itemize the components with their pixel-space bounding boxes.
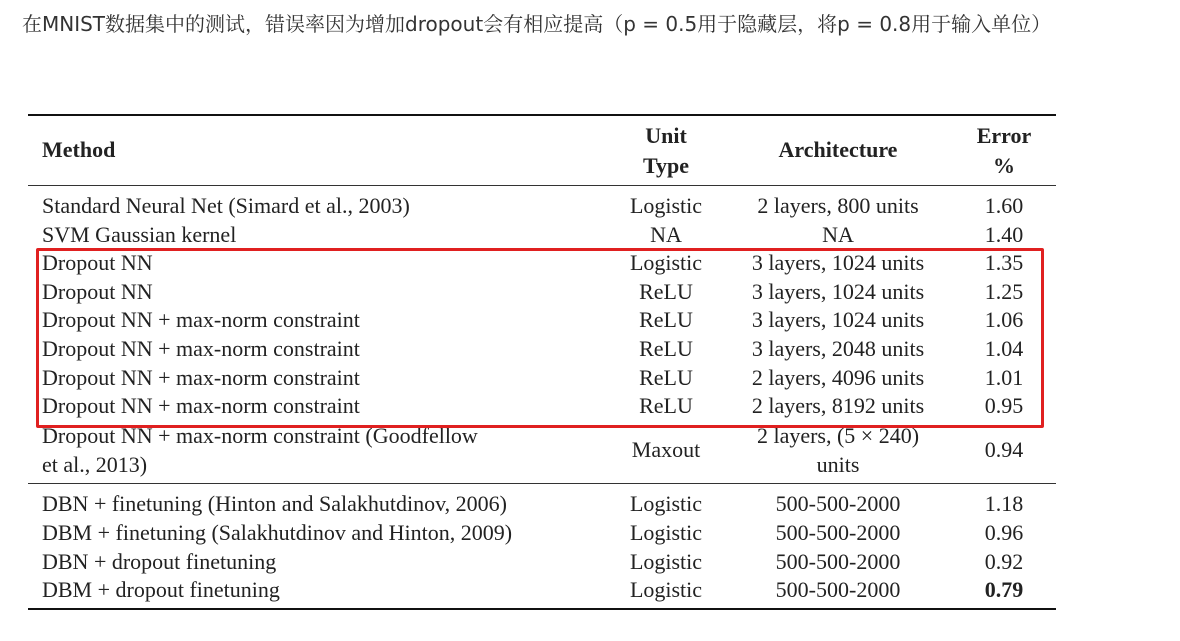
group1-row-6-method: Dropout NN + max-norm constraint — [42, 336, 360, 361]
group-separator-rule — [28, 483, 1056, 484]
group2-row-2-method: DBM + finetuning (Salakhutdinov and Hinton, 2009) — [42, 519, 513, 545]
group2-row-2-error: 0.96 — [984, 519, 1024, 545]
group1-row-4-error: 1.25 — [984, 278, 1024, 304]
group2-row-1-method: DBN + finetuning (Hinton and Salakhutdinov, 2006) — [42, 491, 507, 516]
group1-row-3-unit: Logistic — [629, 250, 703, 276]
group2-row-4-arch: 500-500-2000 — [775, 577, 901, 603]
group2-row-4-error: 0.79 — [984, 577, 1024, 603]
group1-row-2-error: 1.40 — [984, 221, 1024, 247]
group2-row-1-error: 1.18 — [984, 491, 1024, 516]
group1-row-1-unit: Logistic — [629, 193, 703, 218]
table-top-rule — [28, 114, 1056, 116]
group2-row-2-unit: Logistic — [629, 519, 703, 545]
group1-row-6-arch: 3 layers, 2048 units — [751, 336, 925, 361]
group1-row-8-unit: ReLU — [639, 393, 693, 419]
group1-row-3-method: Dropout NN — [42, 250, 153, 276]
caption-text: 在MNIST数据集中的测试，错误率因为增加dropout会有相应提高（p = 0.5用于隐藏层，将p = 0.8用于输入单位） — [22, 12, 1052, 36]
group1-row-7-method: Dropout NN + max-norm constraint — [42, 364, 360, 390]
results-table — [28, 114, 1056, 612]
group2-row-4-unit: Logistic — [629, 577, 703, 603]
maxout-method-line1: Dropout NN + max-norm constraint (Goodfellow — [42, 423, 478, 448]
header-architecture: Architecture — [778, 137, 898, 162]
group1-row-1-error: 1.60 — [984, 193, 1024, 218]
group2-row-3-error: 0.92 — [984, 548, 1024, 574]
group2-row-3-unit: Logistic — [629, 548, 703, 574]
group1-row-5-arch: 3 layers, 1024 units — [751, 307, 925, 333]
header-unit-type-line1: Unit — [645, 123, 687, 148]
group1-row-8-method: Dropout NN + max-norm constraint — [42, 393, 360, 419]
group1-row-7-unit: ReLU — [639, 364, 693, 390]
table-bottom-rule — [28, 608, 1056, 610]
group2-row-1-arch: 500-500-2000 — [775, 491, 901, 516]
group2-row-3-arch: 500-500-2000 — [775, 548, 901, 574]
group1-row-6-unit: ReLU — [639, 336, 693, 361]
maxout-method-line2: et al., 2013) — [42, 452, 148, 477]
header-method: Method — [42, 137, 116, 162]
header-error-line2: % — [993, 153, 1015, 178]
group1-row-7-error: 1.01 — [984, 364, 1024, 390]
group1-row-4-arch: 3 layers, 1024 units — [751, 278, 925, 304]
group1-row-2-unit: NA — [650, 221, 682, 247]
group2-row-2-arch: 500-500-2000 — [775, 519, 901, 545]
group1-row-1-arch: 2 layers, 800 units — [757, 193, 919, 218]
maxout-arch-line1: 2 layers, (5 × 240) — [756, 423, 920, 448]
group1-row-5-error: 1.06 — [984, 307, 1024, 333]
group1-row-3-error: 1.35 — [984, 250, 1024, 276]
header-unit-type-line2: Type — [642, 153, 690, 178]
group1-row-1-method: Standard Neural Net (Simard et al., 2003) — [42, 193, 410, 218]
group2-row-4-method: DBM + dropout finetuning — [42, 577, 280, 603]
maxout-arch-line2: units — [816, 452, 860, 477]
header-error-line1: Error — [976, 123, 1032, 148]
group1-row-8-arch: 2 layers, 8192 units — [751, 393, 925, 419]
maxout-unit: Maxout — [631, 437, 701, 462]
group1-row-5-method: Dropout NN + max-norm constraint — [42, 307, 360, 333]
group1-row-2-arch: NA — [822, 221, 854, 247]
group1-row-5-unit: ReLU — [639, 307, 693, 333]
group1-row-2-method: SVM Gaussian kernel — [42, 221, 237, 247]
group2-row-1-unit: Logistic — [629, 491, 703, 516]
group1-row-4-unit: ReLU — [639, 278, 693, 304]
header-rule — [28, 185, 1056, 186]
group1-row-8-error: 0.95 — [984, 393, 1024, 419]
group1-row-6-error: 1.04 — [984, 336, 1024, 361]
group1-row-3-arch: 3 layers, 1024 units — [751, 250, 925, 276]
highlight-box — [36, 248, 1044, 428]
group1-row-7-arch: 2 layers, 4096 units — [751, 364, 925, 390]
group2-row-3-method: DBN + dropout finetuning — [42, 548, 277, 574]
group1-row-4-method: Dropout NN — [42, 278, 153, 304]
maxout-error: 0.94 — [984, 437, 1024, 462]
